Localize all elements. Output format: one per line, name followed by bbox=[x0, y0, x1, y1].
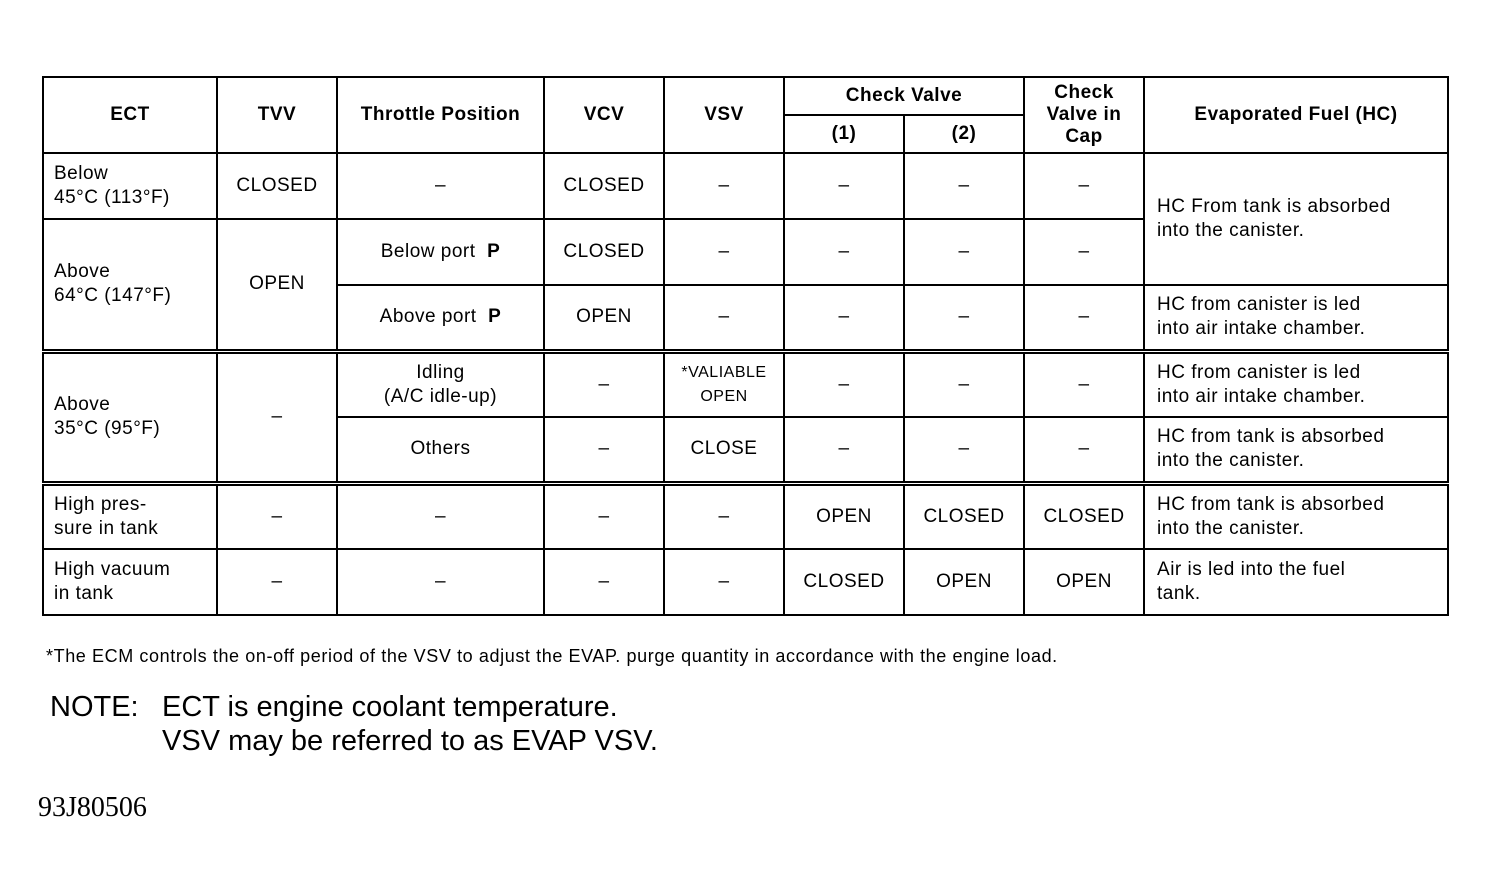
header-cap-line1: Check bbox=[1054, 82, 1114, 103]
check-valve-1-cell: – bbox=[784, 153, 904, 219]
vcv-cell: CLOSED bbox=[544, 153, 664, 219]
throttle-cell bbox=[337, 351, 544, 417]
ect-cell bbox=[43, 351, 217, 483]
note-line2: VSV may be referred to as EVAP VSV. bbox=[162, 725, 658, 757]
check-valve-1-cell: CLOSED bbox=[784, 549, 904, 615]
check-valve-cap-cell: OPEN bbox=[1024, 549, 1144, 615]
check-valve-2-cell: – bbox=[904, 219, 1024, 285]
hc-line2: into the canister. bbox=[1157, 220, 1305, 241]
vsv-line2: OPEN bbox=[700, 387, 748, 405]
header-vcv: VCV bbox=[544, 77, 664, 153]
vsv-cell: – bbox=[664, 483, 784, 549]
vsv-cell: – bbox=[664, 285, 784, 351]
ect-line2: 64°C (147°F) bbox=[54, 285, 172, 307]
throttle-cell: Others bbox=[337, 417, 544, 483]
ect-line1: High pres- bbox=[54, 493, 147, 515]
vcv-cell: – bbox=[544, 417, 664, 483]
header-vsv: VSV bbox=[664, 77, 784, 153]
hc-line1: Air is led into the fuel bbox=[1157, 559, 1346, 580]
tvv-cell: OPEN bbox=[217, 219, 337, 351]
check-valve-cap-cell: – bbox=[1024, 219, 1144, 285]
table-footnote: *The ECM controls the on-off period of the VSV to adjust the EVAP. purge quantity in accordance with the engine load. bbox=[46, 646, 1058, 666]
table-row bbox=[43, 351, 1448, 417]
table-row bbox=[43, 153, 1448, 219]
hc-line2: into the canister. bbox=[1157, 517, 1305, 539]
check-valve-2-cell: – bbox=[904, 417, 1024, 483]
check-valve-1-cell: – bbox=[784, 417, 904, 483]
throttle-cell bbox=[337, 219, 544, 285]
header-check-valve: Check Valve bbox=[784, 77, 1024, 115]
ect-line2: sure in tank bbox=[54, 517, 159, 539]
port-p-label: P bbox=[487, 241, 501, 262]
ect-line1: High vacuum bbox=[54, 559, 171, 580]
header-evaporated-fuel: Evaporated Fuel (HC) bbox=[1144, 77, 1448, 153]
header-ect: ECT bbox=[43, 77, 217, 153]
header-check-valve-in-cap bbox=[1024, 77, 1144, 153]
hc-line2: into air intake chamber. bbox=[1157, 385, 1366, 407]
hc-cell bbox=[1144, 417, 1448, 483]
tvv-cell: – bbox=[217, 549, 337, 615]
header-cap-line3: Cap bbox=[1065, 126, 1103, 147]
evap-operation-table bbox=[42, 76, 1449, 616]
check-valve-2-cell: – bbox=[904, 351, 1024, 417]
hc-line2: tank. bbox=[1157, 583, 1201, 604]
vsv-cell: – bbox=[664, 219, 784, 285]
ect-cell bbox=[43, 549, 217, 615]
tvv-cell: CLOSED bbox=[217, 153, 337, 219]
header-tvv: TVV bbox=[217, 77, 337, 153]
vcv-cell: OPEN bbox=[544, 285, 664, 351]
ect-line2: in tank bbox=[54, 583, 114, 604]
note-label: NOTE: bbox=[50, 691, 139, 723]
header-check-valve-1: (1) bbox=[784, 115, 904, 153]
header-cap-line2: Valve in bbox=[1046, 104, 1122, 125]
check-valve-cap-cell: – bbox=[1024, 351, 1144, 417]
hc-cell bbox=[1144, 549, 1448, 615]
hc-line1: HC from canister is led bbox=[1157, 361, 1361, 383]
check-valve-cap-cell: – bbox=[1024, 285, 1144, 351]
ect-line1: Above bbox=[54, 394, 111, 415]
port-p-label: P bbox=[488, 306, 502, 328]
throttle-cell: – bbox=[337, 153, 544, 219]
header-throttle-position: Throttle Position bbox=[337, 77, 544, 153]
ect-cell bbox=[43, 153, 217, 219]
header-row-1 bbox=[43, 77, 1448, 115]
hc-cell bbox=[1144, 153, 1448, 285]
check-valve-1-cell: – bbox=[784, 219, 904, 285]
check-valve-2-cell: CLOSED bbox=[904, 483, 1024, 549]
throttle-cell: – bbox=[337, 549, 544, 615]
hc-line2: into the canister. bbox=[1157, 450, 1305, 472]
note-line1 bbox=[50, 690, 658, 724]
throttle-cell bbox=[337, 285, 544, 351]
vsv-cell: – bbox=[664, 549, 784, 615]
vcv-cell: – bbox=[544, 483, 664, 549]
ect-line2: 45°C (113°F) bbox=[54, 187, 170, 208]
hc-line1: HC from tank is absorbed bbox=[1157, 493, 1385, 515]
hc-line1: HC From tank is absorbed bbox=[1157, 196, 1391, 217]
check-valve-1-cell: OPEN bbox=[784, 483, 904, 549]
check-valve-2-cell: OPEN bbox=[904, 549, 1024, 615]
figure-id: 93J80506 bbox=[38, 792, 147, 823]
check-valve-2-cell: – bbox=[904, 285, 1024, 351]
throttle-text: Above port bbox=[379, 306, 477, 328]
tvv-cell: – bbox=[217, 483, 337, 549]
table-row bbox=[43, 483, 1448, 549]
check-valve-cap-cell: – bbox=[1024, 153, 1144, 219]
check-valve-1-cell: – bbox=[784, 285, 904, 351]
ect-line1: Above bbox=[54, 261, 111, 283]
throttle-cell: – bbox=[337, 483, 544, 549]
ect-line1: Below bbox=[54, 163, 109, 184]
check-valve-cap-cell: CLOSED bbox=[1024, 483, 1144, 549]
hc-cell bbox=[1144, 285, 1448, 351]
header-check-valve-2: (2) bbox=[904, 115, 1024, 153]
ect-cell bbox=[43, 219, 217, 351]
vcv-cell: – bbox=[544, 351, 664, 417]
note-text-1: ECT is engine coolant temperature. bbox=[162, 691, 618, 723]
hc-line2: into air intake chamber. bbox=[1157, 318, 1366, 340]
hc-cell bbox=[1144, 483, 1448, 549]
ect-line2: 35°C (95°F) bbox=[54, 418, 161, 439]
check-valve-cap-cell: – bbox=[1024, 417, 1144, 483]
check-valve-1-cell: – bbox=[784, 351, 904, 417]
hc-line1: HC from canister is led bbox=[1157, 294, 1361, 316]
vsv-cell bbox=[664, 351, 784, 417]
tvv-cell: – bbox=[217, 351, 337, 483]
check-valve-2-cell: – bbox=[904, 153, 1024, 219]
note-block bbox=[50, 690, 658, 758]
ect-cell bbox=[43, 483, 217, 549]
vsv-cell: – bbox=[664, 153, 784, 219]
table-row bbox=[43, 549, 1448, 615]
hc-cell bbox=[1144, 351, 1448, 417]
throttle-line1: Idling bbox=[416, 361, 465, 383]
vsv-cell: CLOSE bbox=[664, 417, 784, 483]
throttle-line2: (A/C idle-up) bbox=[383, 385, 498, 407]
throttle-text: Below port bbox=[380, 241, 476, 262]
vcv-cell: CLOSED bbox=[544, 219, 664, 285]
hc-line1: HC from tank is absorbed bbox=[1157, 426, 1385, 448]
vsv-line1: *VALIABLE bbox=[681, 363, 767, 381]
vcv-cell: – bbox=[544, 549, 664, 615]
